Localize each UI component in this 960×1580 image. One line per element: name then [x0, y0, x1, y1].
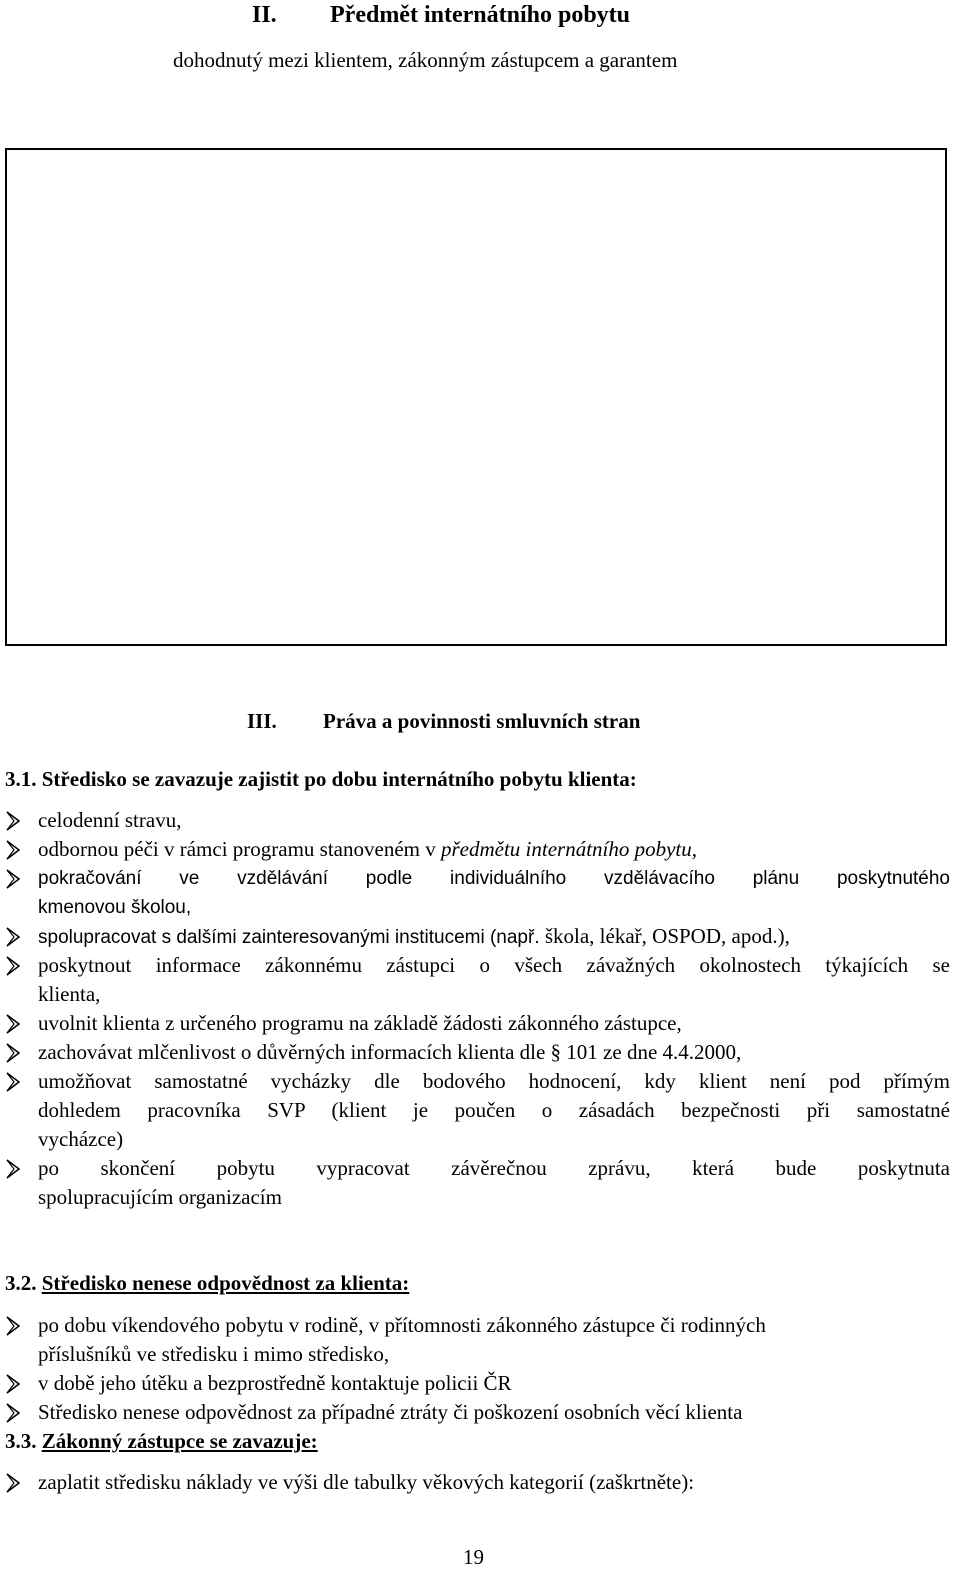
section-ii-subtitle: dohodnutý mezi klientem, zákonným zástupcem a garantem: [173, 48, 678, 72]
item-text: uvolnit klienta z určeného programu na základě žádosti zákonného zástupce,: [38, 1011, 682, 1035]
arrow-bullet-icon: [6, 956, 20, 976]
item-italic-text: předmětu internátního pobytu,: [440, 837, 698, 861]
arrow-bullet-icon: [6, 927, 20, 947]
arrow-bullet-icon: [6, 1072, 20, 1092]
item-text-line: poskytnout informace zákonnému zástupci o všech závažných okolnostech týkajících se: [38, 953, 950, 977]
item-text-line: spolupracujícím organizacím: [38, 1185, 282, 1209]
item-text: zaplatit středisku náklady ve výši dle tabulky věkových kategorií (zaškrtněte):: [38, 1470, 695, 1494]
item-text-line: po dobu víkendového pobytu v rodině, v přítomnosti zákonného zástupce či rodinných: [38, 1313, 766, 1337]
section-iii-number: III.: [247, 709, 277, 733]
arrow-bullet-icon: [6, 869, 20, 889]
item-text: škola, lékař, OSPOD, apod.),: [544, 924, 790, 948]
section-3-3-heading: [5, 1429, 318, 1454]
section-ii-title: Předmět internátního pobytu: [330, 2, 630, 28]
item-text-line: příslušníků ve středisku i mimo středisko,: [38, 1342, 390, 1366]
item-text: zachovávat mlčenlivost o důvěrných informacích klienta dle § 101 ze dne 4.4.2000,: [38, 1040, 742, 1064]
arrow-bullet-icon: [6, 1316, 20, 1336]
arrow-bullet-icon: [6, 1159, 20, 1179]
item-text: Středisko nenese odpovědnost za případné ztráty či poškození osobních věcí klienta: [38, 1400, 743, 1424]
item-text-line: vycházce): [38, 1127, 124, 1151]
item-text: spolupracovat s dalšími zainteresovanými institucemi (např.: [38, 927, 540, 948]
section-iii-title: Práva a povinnosti smluvních stran: [323, 709, 641, 733]
section-3-3-title: Zákonný zástupce se zavazuje:: [41, 1429, 318, 1453]
item-text-line: umožňovat samostatné vycházky dle bodového hodnocení, kdy klient není pod přímým: [38, 1069, 950, 1093]
section-3-2-title: Středisko nenese odpovědnost za klienta:: [41, 1271, 410, 1295]
section-3-2-heading: [5, 1271, 409, 1296]
item-text: celodenní stravu,: [38, 808, 182, 832]
subject-text-box: [5, 148, 947, 646]
item-text-line: pokračování ve vzdělávání podle individuálního vzdělávacího plánu poskytnutého: [38, 868, 950, 889]
section-3-2-number: 3.2.: [5, 1271, 37, 1295]
arrow-bullet-icon: [6, 1473, 20, 1493]
page-number: 19: [463, 1545, 484, 1569]
arrow-bullet-icon: [6, 1014, 20, 1034]
item-text-line: dohledem pracovníka SVP (klient je poučen o zásadách bezpečnosti při samostatné: [38, 1098, 950, 1122]
item-text-line: po skončení pobytu vypracovat závěrečnou zprávu, která bude poskytnuta: [38, 1156, 950, 1180]
arrow-bullet-icon: [6, 1043, 20, 1063]
item-text: v době jeho útěku a bezprostředně kontaktuje policii ČR: [38, 1371, 512, 1395]
arrow-bullet-icon: [6, 1403, 20, 1423]
section-3-1-heading: 3.1. Středisko se zavazuje zajistit po dobu internátního pobytu klienta:: [5, 767, 637, 791]
section-ii-number: II.: [252, 2, 277, 28]
item-text-line: klienta,: [38, 982, 101, 1006]
arrow-bullet-icon: [6, 1374, 20, 1394]
item-text-line: kmenovou školou,: [38, 897, 192, 918]
item-text: odbornou péči v rámci programu stanoveném v: [38, 837, 436, 861]
arrow-bullet-icon: [6, 811, 20, 831]
section-3-3-number: 3.3.: [5, 1429, 37, 1453]
arrow-bullet-icon: [6, 840, 20, 860]
